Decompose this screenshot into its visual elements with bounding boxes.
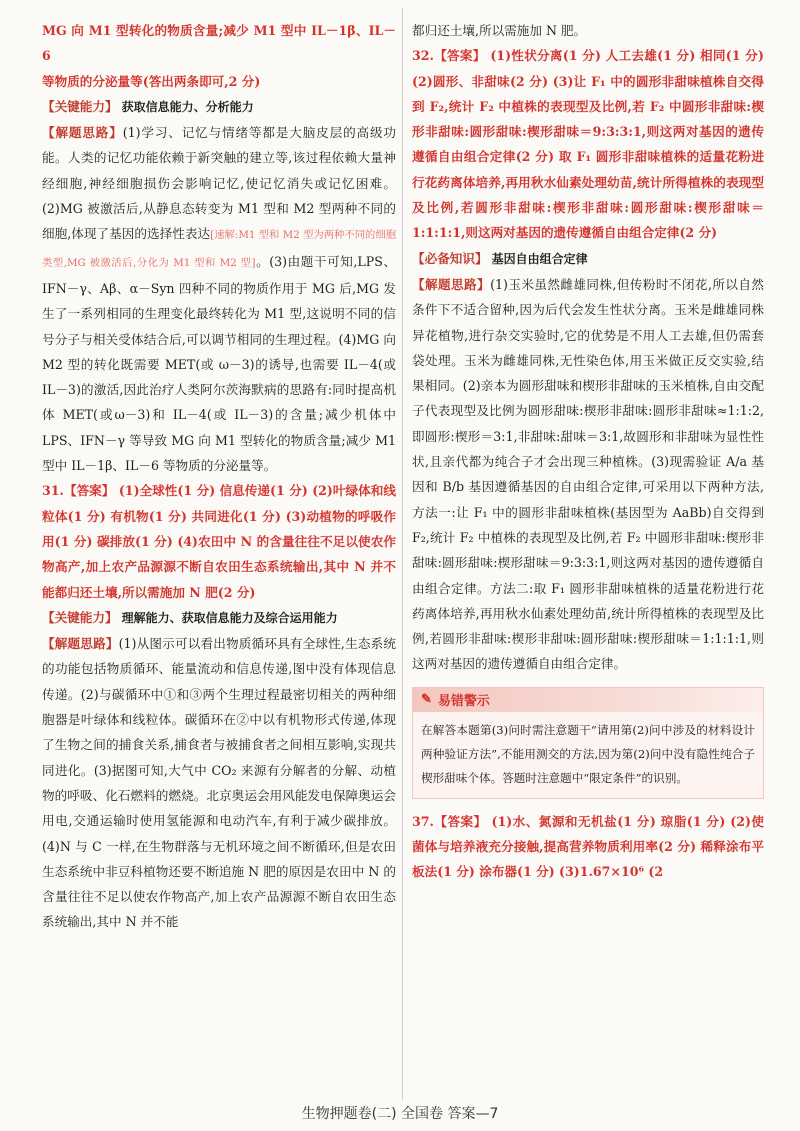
required-knowledge-text: 基因自由组合定律 <box>491 251 588 266</box>
solution-idea-tag: 【解题思路】 <box>412 276 491 292</box>
continued-text: 都归还土壤,所以需施加 N 肥。 <box>412 23 587 38</box>
required-knowledge <box>412 246 764 272</box>
key-ability-text: 获取信息能力、分析能力 <box>121 99 254 114</box>
solution-idea-30 <box>42 120 396 478</box>
answer-37: 37.【答案】 (1)水、氮源和无机盐(1 分) 琼脂(1 分) (2)使菌体与培养液充分接触,提高营养物质利用率(2 分) 稀释涂布平板法(1 分) 涂布器(1 分) (3)1.67×10⁶ (2 <box>412 813 764 880</box>
answer-31: 31.【答案】 (1)全球性(1 分) 信息传递(1 分) (2)叶绿体和线粒体(1 分) 有机物(1 分) 共同进化(1 分) (3)动植物的呼吸作用(1 分) 碳排放(1 分) (4)农田中 N 的含量往往不足以使农作物高产,加上农产品源源不断自农田生态系统输出,其中 N 并不能都归还土壤,所以需施加 N 肥(2 分) <box>42 483 396 600</box>
key-ability-tag: 【关键能力】 <box>42 609 118 625</box>
warning-icon: ✎ <box>421 692 432 708</box>
quick-solve-note: [速解:M1 型和 M2 型为两种不同的细胞类型,MG 被激活后,分化为 M1 型和 M2 型] <box>42 229 396 269</box>
answer-30-tail-line1: MG 向 M1 型转化的物质含量;减少 M1 型中 IL－1β、IL－6 <box>42 23 396 64</box>
solution-idea-31 <box>42 631 396 935</box>
solution-idea-32 <box>412 272 764 677</box>
right-column <box>412 18 764 885</box>
error-warning-box <box>412 687 764 799</box>
solution-idea-text-a: (1)学习、记忆与情绪等都是大脑皮层的高级功能。人类的记忆功能依赖于新突触的建立等,该过程依赖大量神经细胞,神经细胞损伤会影响记忆,使记忆消失或记忆困难。(2)MG 被激活后,从静息态转变为 M1 型和 M2 型两种不同的细胞,体现了基因的选择性表达 <box>42 125 397 242</box>
solution-idea-text: (1)从图示可以看出物质循环具有全球性,生态系统的功能包括物质循环、能量流动和信息传递,图中没有体现信息传递。(2)与碳循环中①和③两个生理过程最密切相关的两种细胞器是叶绿体和线粒体。碳循环在②中以有机物形式传递,体现了生物之间的捕食关系,捕食者与被捕食者之间相互影响,实现共同进化。(3)据图可知,大气中 CO₂ 来源有分解者的分解、动植物的呼吸、化石燃料的燃烧。北京奥运会用风能发电保障奥运会用电,交通运输时使用氢能源和电动汽车,有利于减少碳排放。(4)N 与 C 一样,在生物群落与无机环境之间不断循环,但是农田生态系统中非豆科植物还要不断追施 N 肥的原因是农田中 N 的含量往往不足以使农作物高产,加上农产品源源不断自农田生态系统输出,其中 N 并不能 <box>42 636 397 930</box>
error-warning-header <box>413 688 763 712</box>
solution-idea-text-b: 。(3)由题干可知,LPS、IFN－γ、Aβ、α－Syn 四种不同的物质作用于 MG 后,MG 发生了一系列相同的生理变化最终转化为 M1 型,这说明不同的信号分子与相关受体结合后,可以调节相同的生理过程。(4)MG 向 M2 型的转化既需要 MET(或 ω－3)的诱导,也需要 IL－4(或 IL－3)的激活,因此治疗人类阿尔茨海默病的思路有:同时提高机体 MET(或ω－3)和 IL－4(或 IL－3)的含量;减少机体中 LPS、IFN－γ 等导致 MG 向 M1 型转化的物质含量;减少 M1 型中 IL－1β、IL－6 等物质的分泌量等。 <box>42 253 397 474</box>
answer-32: 32.【答案】 (1)性状分离(1 分) 人工去雄(1 分) 相同(1 分) (2)圆形、非甜味(2 分) (3)让 F₁ 中的圆形非甜味植株自交得到 F₂,统计 F₂ 中植株的表现型及比例,若 F₂ 中圆形非甜味:楔形非甜味:圆形甜味:楔形甜味＝9:3:3:1,则这两对基因的遗传遵循自由组合定律(2 分) 取 F₁ 圆形非甜味植株的适量花粉进行花药离体培养,再用秋水仙素处理幼苗,统计所得植株的表现型及比例,若圆形非甜味:楔形非甜味:圆形甜味:楔形甜味＝1:1:1:1,则这两对基因的遗传遵循自由组合定律(2 分) <box>412 48 764 241</box>
error-warning-title: 易错警示 <box>437 694 490 710</box>
key-ability-text: 理解能力、获取信息能力及综合运用能力 <box>121 610 338 625</box>
answer-30-tail-line2: 等物质的分泌量等(答出两条即可,2 分) <box>42 73 261 89</box>
error-warning-body: 在解答本题第(3)问时需注意题干“请用第(2)问中涉及的材料设计两种验证方法”,不能用测交的方法,因为第(2)问中没有隐性纯合子楔形甜味个体。答题时注意题中“限定条件”的识别。 <box>421 722 755 785</box>
column-divider <box>402 8 403 1100</box>
solution-idea-tag: 【解题思路】 <box>42 636 119 652</box>
solution-idea-tag: 【解题思路】 <box>42 125 123 141</box>
key-ability-30 <box>42 94 396 120</box>
key-ability-tag: 【关键能力】 <box>42 98 118 114</box>
required-knowledge-tag: 【必备知识】 <box>412 250 488 266</box>
left-column <box>42 18 396 935</box>
solution-idea-text: (1)玉米虽然雌雄同株,但传粉时不闭花,所以自然条件下不适合留种,因为后代会发生性状分离。玉米是雌雄同株异花植物,进行杂交实验时,它的优势是不用人工去雄,但仍需套袋处理。玉米为雌雄同株,无性染色体,用玉米做正反交实验,结果相同。(2)亲本为圆形甜味和楔形非甜味的玉米植株,自由交配子代表现型及比例为圆形甜味:楔形非甜味:圆形非甜味≈1:1:2,即圆形:楔形＝3:1,非甜味:甜味＝3:1,故圆形和非甜味为显性性状,且亲代都为纯合子才会出现三种植株。(3)现需验证 A/a 基因和 B/b 基因遵循基因的自由组合定律,可采用以下两种方法,方法一:让 F₁ 中的圆形非甜味植株(基因型为 AaBb)自交得到 F₂,统计 F₂ 中植株的表现型及比例,若 F₂ 中圆形非甜味:楔形非甜味:圆形甜味:楔形甜味＝9:3:3:1,则这两对基因的遗传遵循自由组合定律。方法二:取 F₁ 圆形非甜味植株的适量花粉进行花药离体培养,再用秋水仙素处理幼苗,统计所得植株的表现型及比例,若圆形非甜味:楔形非甜味:圆形甜味:楔形甜味＝1:1:1:1,则这两对基因的遗传遵循自由组合定律。 <box>412 276 764 672</box>
key-ability-31 <box>42 605 396 631</box>
page-footer: 生物押题卷(二) 全国卷 答案—7 <box>301 1106 499 1122</box>
